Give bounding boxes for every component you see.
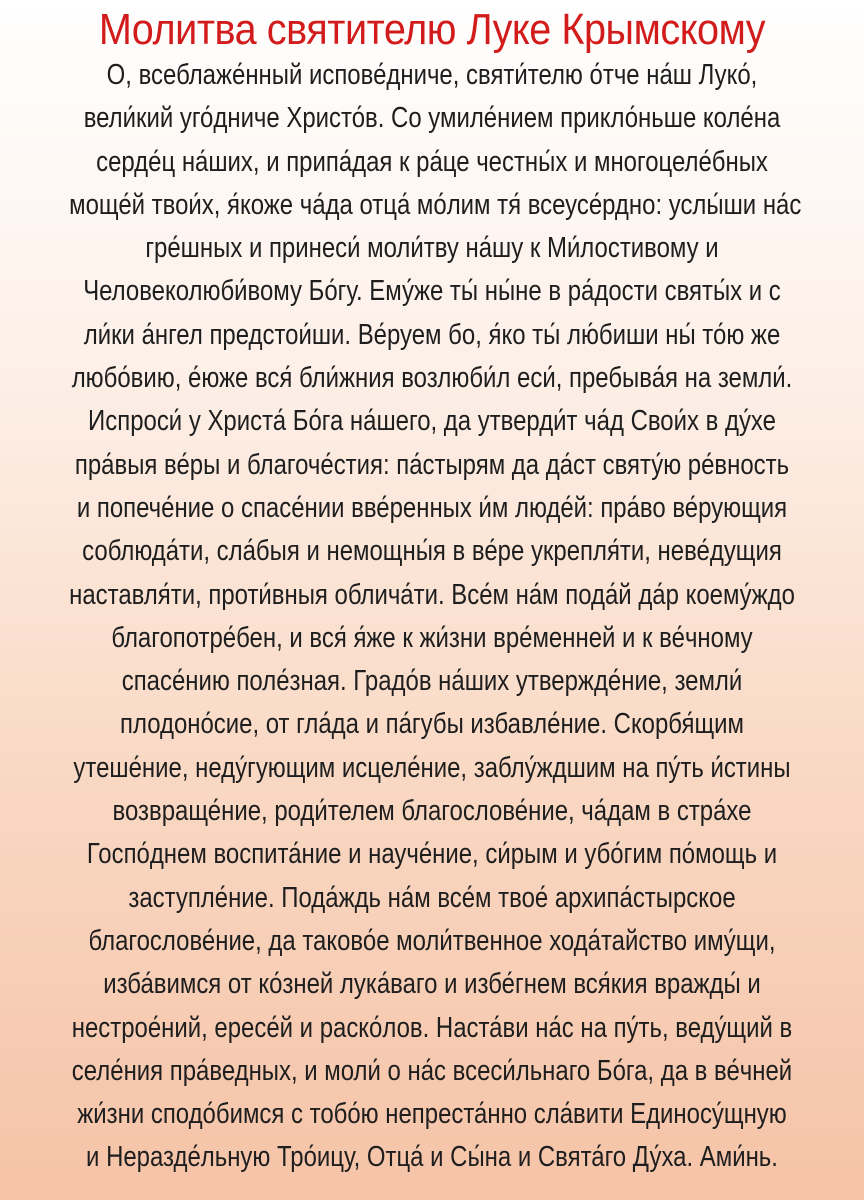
prayer-line: утеше́ние, неду́гующим исцеле́ние, заблу́ждшим на пу́ть и́стины [73, 751, 791, 784]
prayer-line: благослове́ние, да таково́е моли́твенное хода́тайство иму́щи, [88, 924, 776, 957]
prayer-line: жи́зни сподо́бимся с тобо́ю непреста́нно сла́вити Единосу́щную [77, 1098, 787, 1131]
prayer-line: вели́кий уго́дниче Христо́в. Со умиле́нием прикло́ньше коле́на [83, 102, 781, 135]
prayer-line: соблюда́ти, сла́быя и немощны́я в ве́ре укрепля́ти, неве́дущия [82, 535, 782, 568]
prayer-text [0, 54, 864, 1180]
prayer-line: любо́вию, е́юже вся́ бли́жния возлюби́л еси́, пребыва́я на земли́. [71, 362, 793, 395]
prayer-line: серде́ц на́ших, и припа́дая к ра́це честны́х и многоцеле́бных [96, 145, 768, 178]
prayer-line: заступле́ние. Пода́ждь на́м все́м твое́ архипа́стырское [128, 881, 736, 914]
prayer-line: и попече́ние о спасе́нии вве́ренных и́м люде́й: пра́во ве́рующия [76, 491, 788, 524]
prayer-line: благопотре́бен, и вся́ я́же к жи́зни вре́менней и к ве́чному [111, 621, 753, 654]
prayer-line: Испроси́ у Христа́ Бо́га на́шего, да утверди́т ча́д Свои́х в ду́хе [88, 405, 776, 438]
prayer-line: изба́вимся от ко́зней лука́ваго и избе́гнем вся́кия вражды́ и [103, 968, 761, 1001]
prayer-line: возвраще́ние, роди́телем благослове́ние, ча́дам в стра́хе [112, 795, 752, 828]
prayer-line: селе́ния пра́ведных, и моли́ о на́с всеси́льнаго Бо́га, да в ве́чней [71, 1054, 793, 1087]
prayer-line: спасе́нию поле́зная. Градо́в на́ших утвержде́ние, земли́ [121, 665, 743, 698]
prayer-line: пра́выя ве́ры и благоче́стия: па́стырям да да́ст святу́ю ре́вность [74, 448, 790, 481]
prayer-line: и Неразде́льную Тро́ицу, Отца́ и Сы́на и Свята́го Ду́ха. Ами́нь. [86, 1141, 778, 1174]
prayer-line: ли́ки а́нгел предстои́ши. Ве́руем бо, я́ко ты́ лю́биши ны́ то́ю же [83, 318, 781, 351]
prayer-line: О, всеблаже́нный испове́дниче, святи́телю о́тче на́ш Луко́, [106, 59, 758, 91]
prayer-line: наставля́ти, проти́вныя облича́ти. Все́м на́м пода́й да́р коему́ждо [69, 578, 795, 611]
prayer-line: гре́шных и принеси́ моли́тву на́шу к Ми́лостивому и [145, 232, 719, 265]
prayer-line: моще́й твои́х, я́коже ча́да отца́ мо́лим тя́ всеусе́рдно: услы́ши на́с [69, 188, 802, 221]
page-title: Молитва святителю Луке Крымскому [98, 5, 766, 54]
prayer-line: Человеколюби́вому Бо́гу. Ему́же ты́ ны́не в ра́дости святы́х и с [83, 275, 781, 308]
prayer-line: Госпо́днем воспита́ние и науче́ние, си́рым и убо́гим по́мощь и [86, 838, 778, 871]
prayer-line: нестрое́ний, ересе́й и раско́лов. Наста́ви на́с на пу́ть, веду́щий в [71, 1011, 793, 1044]
prayer-line: плодоно́сие, от гла́да и па́губы избавле́ние. Скорбя́щим [119, 708, 744, 741]
